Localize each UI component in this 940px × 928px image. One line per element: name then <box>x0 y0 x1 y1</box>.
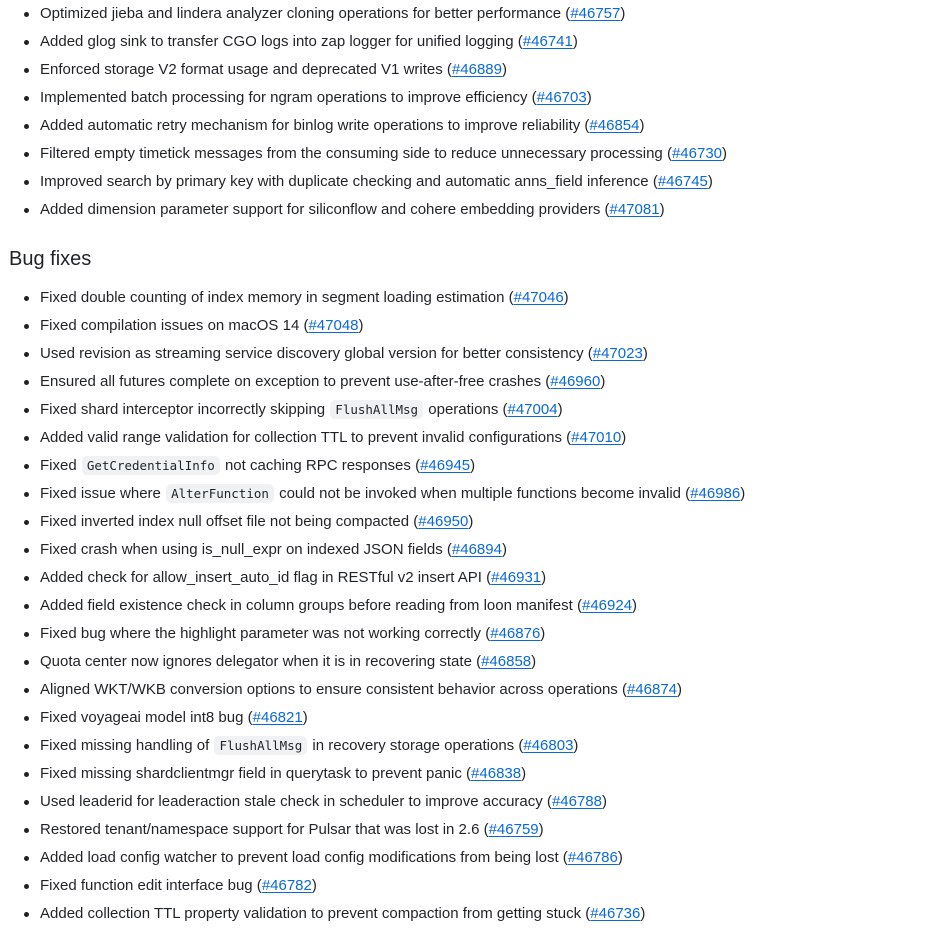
list-item: Improved search by primary key with duplicate checking and automatic anns_field inference (#46745) <box>0 168 727 196</box>
bullet-icon <box>24 296 29 301</box>
pr-link[interactable]: #46788 <box>551 793 602 810</box>
list-item: Used leaderid for leaderaction stale check in scheduler to improve accuracy (#46788) <box>0 788 745 816</box>
item-text: Added collection TTL property validation to prevent compaction from getting stuck <box>40 905 582 922</box>
item-text: Aligned WKT/WKB conversion options to ensure consistent behavior across operations <box>40 681 618 698</box>
bullet-icon <box>24 152 29 157</box>
list-item: Fixed GetCredentialInfo not caching RPC responses (#46945) <box>0 452 745 480</box>
bullet-icon <box>24 520 29 525</box>
bullet-icon <box>24 856 29 861</box>
pr-link[interactable]: #46854 <box>589 117 640 134</box>
list-item: Restored tenant/namespace support for Pulsar that was lost in 2.6 (#46759) <box>0 816 745 844</box>
pr-link[interactable]: #46960 <box>550 373 601 390</box>
pr-link[interactable]: #46730 <box>671 145 723 162</box>
pr-link[interactable]: #47048 <box>308 317 359 334</box>
list-item: Quota center now ignores delegator when it is in recovering state (#46858) <box>0 648 745 676</box>
bullet-icon <box>24 604 29 609</box>
pr-link[interactable]: #46745 <box>657 173 708 190</box>
inline-code: GetCredentialInfo <box>82 456 220 475</box>
bullet-icon <box>24 632 29 637</box>
list-item: Used revision as streaming service discovery global version for better consistency (#47023) <box>0 340 745 368</box>
item-text: Filtered empty timetick messages from the consuming side to reduce unnecessary processing <box>40 145 663 162</box>
pr-link[interactable]: #46945 <box>420 457 471 474</box>
bullet-icon <box>24 912 29 917</box>
list-item: Added collection TTL property validation to prevent compaction from getting stuck (#46736) <box>0 900 745 928</box>
pr-link[interactable]: #46986 <box>690 485 741 502</box>
list-item: Filtered empty timetick messages from the consuming side to reduce unnecessary processing (#46730) <box>0 140 727 168</box>
item-text: Fixed missing shardclientmgr field in querytask to prevent panic <box>40 765 462 782</box>
bullet-icon <box>24 208 29 213</box>
pr-link[interactable]: #46838 <box>471 765 522 782</box>
pr-link[interactable]: #47023 <box>592 345 643 362</box>
pr-link[interactable]: #46759 <box>488 821 539 838</box>
item-text: Fixed shard interceptor incorrectly skipping <box>40 401 326 418</box>
bullet-icon <box>24 548 29 553</box>
bullet-icon <box>24 180 29 185</box>
list-item: Fixed bug where the highlight parameter was not working correctly (#46876) <box>0 620 745 648</box>
pr-link[interactable]: #47004 <box>507 401 558 418</box>
improvements-list <box>0 0 727 224</box>
bullet-icon <box>24 688 29 693</box>
item-text: Implemented batch processing for ngram operations to improve efficiency <box>40 89 528 106</box>
list-item: Fixed compilation issues on macOS 14 (#47048) <box>0 312 745 340</box>
bullet-icon <box>24 800 29 805</box>
list-item: Fixed double counting of index memory in segment loading estimation (#47046) <box>0 284 745 312</box>
pr-link[interactable]: #46741 <box>522 33 573 50</box>
bullet-icon <box>24 772 29 777</box>
item-text: Fixed double counting of index memory in segment loading estimation <box>40 289 505 306</box>
pr-link[interactable]: #46786 <box>567 849 618 866</box>
list-item: Fixed voyageai model int8 bug (#46821) <box>0 704 745 732</box>
pr-link[interactable]: #47046 <box>513 289 564 306</box>
list-item: Fixed missing handling of FlushAllMsg in recovery storage operations (#46803) <box>0 732 745 760</box>
item-text: Ensured all futures complete on exception to prevent use-after-free crashes <box>40 373 542 390</box>
item-text: Fixed missing handling of <box>40 737 210 754</box>
item-text: Added field existence check in column groups before reading from loon manifest <box>40 597 573 614</box>
pr-link[interactable]: #46931 <box>491 569 542 586</box>
bullet-icon <box>24 884 29 889</box>
list-item: Added field existence check in column groups before reading from loon manifest (#46924) <box>0 592 745 620</box>
list-item: Aligned WKT/WKB conversion options to ensure consistent behavior across operations (#46874) <box>0 676 745 704</box>
list-item: Fixed missing shardclientmgr field in querytask to prevent panic (#46838) <box>0 760 745 788</box>
list-item: Added check for allow_insert_auto_id flag in RESTful v2 insert API (#46931) <box>0 564 745 592</box>
item-text: Fixed bug where the highlight parameter was not working correctly <box>40 625 482 642</box>
bullet-icon <box>24 96 29 101</box>
list-item: Fixed shard interceptor incorrectly skipping FlushAllMsg operations (#47004) <box>0 396 745 424</box>
item-text: operations <box>428 401 499 418</box>
bug-fixes-list <box>0 284 745 928</box>
bullet-icon <box>24 492 29 497</box>
item-text: Fixed function edit interface bug <box>40 877 253 894</box>
list-item: Fixed inverted index null offset file not being compacted (#46950) <box>0 508 745 536</box>
item-text: could not be invoked when multiple functions become invalid <box>279 485 681 502</box>
item-text: Optimized jieba and lindera analyzer cloning operations for better performance <box>40 5 562 22</box>
bullet-icon <box>24 436 29 441</box>
inline-code: AlterFunction <box>166 484 274 503</box>
pr-link[interactable]: #46894 <box>451 541 502 558</box>
pr-link[interactable]: #46703 <box>536 89 587 106</box>
bullet-icon <box>24 576 29 581</box>
item-text: Fixed crash when using is_null_expr on indexed JSON fields <box>40 541 443 558</box>
item-text: Fixed inverted index null offset file not being compacted <box>40 513 410 530</box>
pr-link[interactable]: #46876 <box>490 625 541 642</box>
bullet-icon <box>24 12 29 17</box>
item-text: Added valid range validation for collection TTL to prevent invalid configurations <box>40 429 562 446</box>
pr-link[interactable]: #46803 <box>523 737 574 754</box>
list-item: Optimized jieba and lindera analyzer cloning operations for better performance (#46757) <box>0 0 727 28</box>
bullet-icon <box>24 380 29 385</box>
bug-fixes-heading: Bug fixes <box>9 248 92 270</box>
item-text: Added glog sink to transfer CGO logs into zap logger for unified logging <box>40 33 514 50</box>
list-item: Added glog sink to transfer CGO logs into zap logger for unified logging (#46741) <box>0 28 727 56</box>
item-text: Quota center now ignores delegator when it is in recovering state <box>40 653 472 670</box>
bullet-icon <box>24 716 29 721</box>
bullet-icon <box>24 352 29 357</box>
bullet-icon <box>24 408 29 413</box>
bullet-icon <box>24 660 29 665</box>
item-text: Fixed issue where <box>40 485 161 502</box>
list-item: Added dimension parameter support for siliconflow and cohere embedding providers (#47081) <box>0 196 727 224</box>
item-text: Fixed voyageai model int8 bug <box>40 709 244 726</box>
pr-link[interactable]: #47010 <box>571 429 622 446</box>
list-item: Added automatic retry mechanism for binlog write operations to improve reliability (#46854) <box>0 112 727 140</box>
pr-link[interactable]: #46889 <box>451 61 502 78</box>
inline-code: FlushAllMsg <box>330 400 423 419</box>
list-item: Fixed function edit interface bug (#46782) <box>0 872 745 900</box>
pr-link[interactable]: #46821 <box>252 709 303 726</box>
item-text: Added check for allow_insert_auto_id flag in RESTful v2 insert API <box>40 569 482 586</box>
list-item: Fixed issue where AlterFunction could not be invoked when multiple functions become invalid (#46986) <box>0 480 745 508</box>
item-text: Improved search by primary key with duplicate checking and automatic anns_field inference <box>40 173 649 190</box>
pr-link[interactable]: #46924 <box>581 597 633 614</box>
pr-link[interactable]: #46874 <box>626 681 678 698</box>
list-item: Ensured all futures complete on exception to prevent use-after-free crashes (#46960) <box>0 368 745 396</box>
item-text: Used leaderid for leaderaction stale check in scheduler to improve accuracy <box>40 793 543 810</box>
item-text: Restored tenant/namespace support for Pulsar that was lost in 2.6 <box>40 821 480 838</box>
bullet-icon <box>24 40 29 45</box>
pr-link[interactable]: #46858 <box>481 653 532 670</box>
bullet-icon <box>24 828 29 833</box>
item-text: Enforced storage V2 format usage and deprecated V1 writes <box>40 61 443 78</box>
item-text: Added load config watcher to prevent load config modifications from being lost <box>40 849 559 866</box>
item-text: not caching RPC responses <box>224 457 411 474</box>
bullet-icon <box>24 324 29 329</box>
pr-link[interactable]: #46782 <box>261 877 312 894</box>
bullet-icon <box>24 124 29 129</box>
item-text: Used revision as streaming service discovery global version for better consistency <box>40 345 584 362</box>
inline-code: FlushAllMsg <box>214 736 307 755</box>
list-item: Fixed crash when using is_null_expr on indexed JSON fields (#46894) <box>0 536 745 564</box>
pr-link[interactable]: #47081 <box>609 201 660 218</box>
bullet-icon <box>24 68 29 73</box>
list-item: Added valid range validation for collection TTL to prevent invalid configurations (#47010) <box>0 424 745 452</box>
bullet-icon <box>24 744 29 749</box>
item-text: Added automatic retry mechanism for binlog write operations to improve reliability <box>40 117 581 134</box>
item-text: Fixed <box>40 457 77 474</box>
item-text: Fixed compilation issues on macOS 14 <box>40 317 300 334</box>
list-item: Implemented batch processing for ngram operations to improve efficiency (#46703) <box>0 84 727 112</box>
pr-link[interactable]: #46757 <box>570 5 621 22</box>
bullet-icon <box>24 464 29 469</box>
item-text: Added dimension parameter support for siliconflow and cohere embedding providers <box>40 201 601 218</box>
item-text: in recovery storage operations <box>312 737 515 754</box>
pr-link[interactable]: #46736 <box>590 905 641 922</box>
pr-link[interactable]: #46950 <box>418 513 469 530</box>
list-item: Enforced storage V2 format usage and deprecated V1 writes (#46889) <box>0 56 727 84</box>
list-item: Added load config watcher to prevent load config modifications from being lost (#46786) <box>0 844 745 872</box>
